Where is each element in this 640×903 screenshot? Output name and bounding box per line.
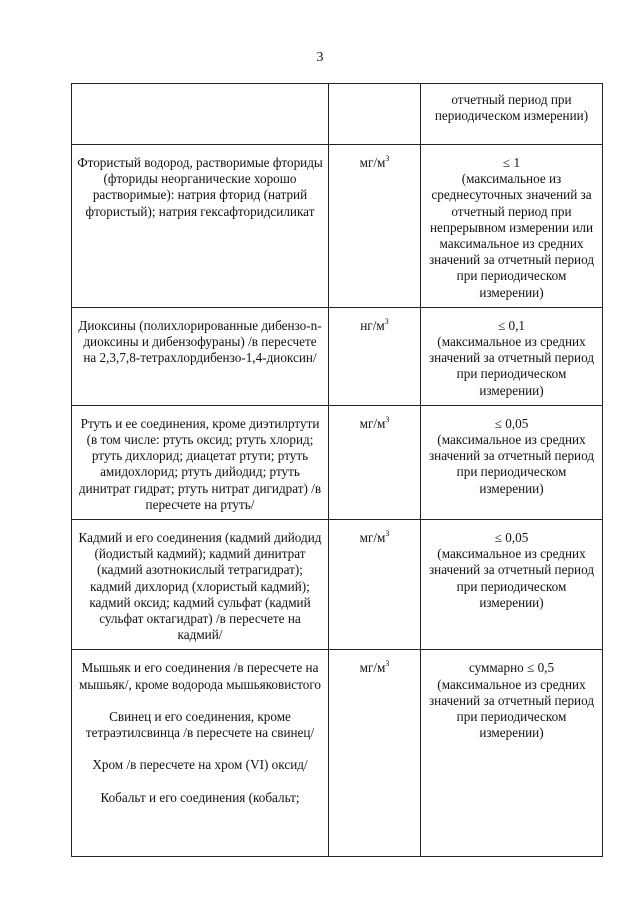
unit-base: нг/м: [360, 317, 385, 333]
unit-exponent: 3: [385, 659, 390, 669]
limit-value: ≤ 0,1: [497, 317, 526, 333]
limit-note: (максимальное из средних значений за отчетный период при периодическом измерении): [428, 676, 595, 741]
unit-base: мг/м: [359, 415, 386, 431]
limit-value: ≤ 0,05: [494, 415, 529, 431]
limit-value: ≤ 0,05: [494, 530, 529, 546]
unit-base: мг/м: [359, 530, 386, 546]
limit-value: ≤ 1: [502, 155, 521, 170]
unit-cell: [329, 650, 421, 857]
substance-cell: Кадмий и его соединения (кадмий дийодид (йодистый кадмий); кадмий динитрат (кадмий азотнокислый тетрагидрат); кадмий дихлорид (хлористый кадмий); кадмий оксид; кадмий сульфат (кадмий сульфат октагидрат) /в пересчете на кадмий/: [72, 520, 329, 650]
substance-paragraph: Хром /в пересчете на хром (VI) оксид/: [92, 757, 308, 773]
page-number: 3: [316, 50, 324, 65]
table-row: [72, 84, 603, 145]
table-row: [72, 307, 603, 405]
value-cell: [421, 307, 603, 405]
substance-cell: [72, 84, 329, 145]
unit-exponent: 3: [384, 316, 389, 326]
unit-cell: [329, 307, 421, 405]
unit-cell: [329, 520, 421, 650]
unit-cell: [329, 405, 421, 519]
value-cell: [421, 405, 603, 519]
unit-base: мг/м: [359, 660, 386, 676]
unit-cell: [329, 84, 421, 145]
substance-paragraph: Свинец и его соединения, кроме тетраэтилсвинца /в пересчете на свинец/: [85, 708, 315, 741]
unit-exponent: 3: [385, 154, 390, 163]
unit-base: мг/м: [359, 155, 386, 170]
value-cell: [421, 650, 603, 857]
substance-cell: Диоксины (полихлорированные дибензо-n-диоксины и дибензофураны) /в пересчете на 2,3,7,8-тетрахлордибензо-1,4-диоксин/: [72, 307, 329, 405]
substance-cell: Фтористый водород, растворимые фториды (фториды неорганические хорошо растворимые): натрия фторид (натрий фтористый); натрия гексафторидсиликат: [72, 145, 329, 308]
unit-exponent: 3: [385, 529, 390, 539]
value-cell: [421, 520, 603, 650]
limit-note: (максимальное из средних значений за отчетный период при периодическом измерении): [428, 432, 595, 496]
value-cell: [421, 145, 603, 308]
limit-value: суммарно ≤ 0,5: [468, 660, 555, 676]
substance-cell: Ртуть и ее соединения, кроме диэтилртути (в том числе: ртуть оксид; ртуть хлорид; ртуть дихлорид; диацетат ртути; ртуть амидохлорид; ртуть дийодид; ртуть динитрат гидрат; ртуть нитрат дигидрат) /в пересчете на ртуть/: [72, 405, 329, 519]
table-row: [72, 520, 603, 650]
value-cell: отчетный период при периодическом измерении): [421, 84, 603, 145]
limit-note: (максимальное из среднесуточных значений за отчетный период при непрерывном измерении или максимальное из средних значений за отчетный период при периодическом измерении): [428, 171, 595, 300]
substance-paragraph: Мышьяк и его соединения /в пересчете на мышьяк/, кроме водорода мышьяковистого: [78, 660, 322, 692]
unit-cell: [329, 145, 421, 308]
substance-paragraph: Кобальт и его соединения (кобальт;: [100, 789, 300, 805]
limit-note: (максимальное из средних значений за отчетный период при периодическом измерении): [428, 334, 595, 398]
table-row: [72, 145, 603, 308]
limit-note: (максимальное из средних значений за отчетный период при периодическом измерении): [428, 546, 595, 610]
table-row: [72, 650, 603, 857]
substance-cell: [72, 650, 329, 857]
table-row: [72, 405, 603, 519]
unit-exponent: 3: [385, 414, 390, 424]
emission-limits-table: [71, 83, 603, 857]
